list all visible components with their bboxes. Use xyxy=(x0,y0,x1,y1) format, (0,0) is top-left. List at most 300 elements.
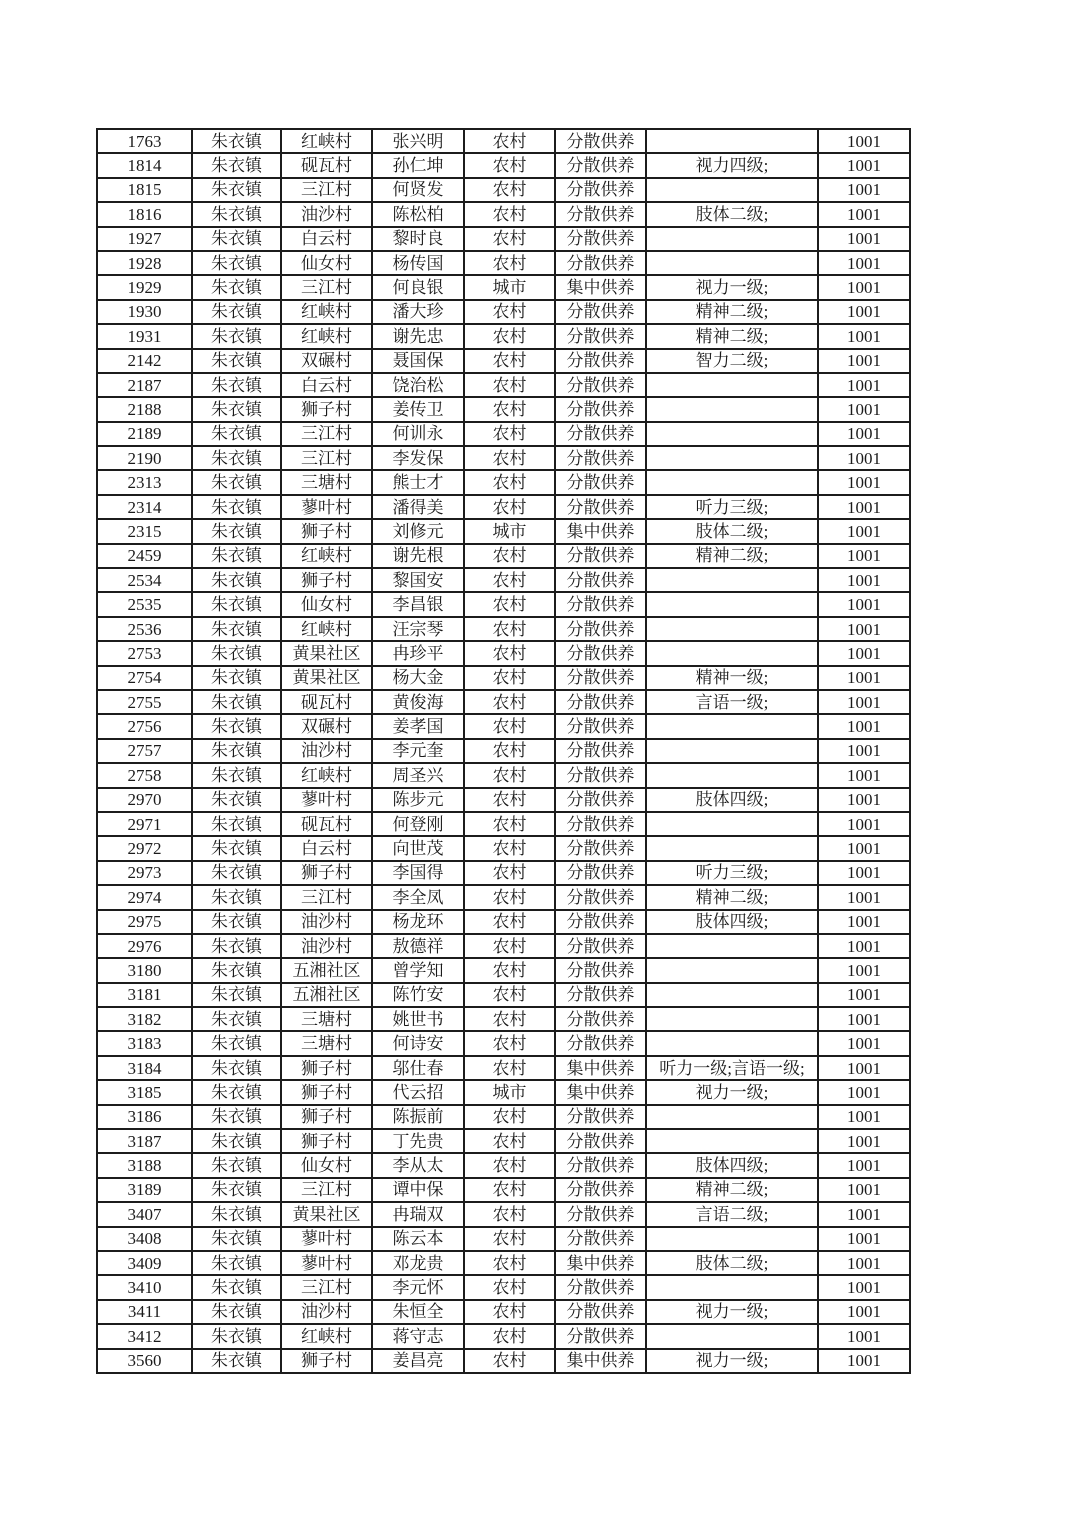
cell-serial-number: 2188 xyxy=(97,397,192,421)
cell-code: 1001 xyxy=(818,934,910,958)
cell-support-type: 分散供养 xyxy=(555,958,646,982)
table-row xyxy=(97,227,910,251)
cell-support-type: 分散供养 xyxy=(555,373,646,397)
cell-town: 朱衣镇 xyxy=(192,1251,281,1275)
cell-residence-type: 农村 xyxy=(464,666,555,690)
cell-town: 朱衣镇 xyxy=(192,1300,281,1324)
cell-support-type: 分散供养 xyxy=(555,861,646,885)
cell-town: 朱衣镇 xyxy=(192,1007,281,1031)
cell-support-type: 分散供养 xyxy=(555,934,646,958)
cell-code: 1001 xyxy=(818,1080,910,1104)
cell-disability-level: 精神二级; xyxy=(646,544,818,568)
cell-code: 1001 xyxy=(818,1324,910,1348)
table-row xyxy=(97,763,910,787)
cell-person-name: 谢先根 xyxy=(372,544,464,568)
cell-village: 油沙村 xyxy=(281,910,372,934)
welfare-roster-table xyxy=(96,128,911,1374)
cell-town: 朱衣镇 xyxy=(192,178,281,202)
cell-person-name: 李元奎 xyxy=(372,739,464,763)
cell-serial-number: 3184 xyxy=(97,1056,192,1080)
cell-village: 三塘村 xyxy=(281,1007,372,1031)
cell-code: 1001 xyxy=(818,422,910,446)
cell-code: 1001 xyxy=(818,1007,910,1031)
cell-village: 白云村 xyxy=(281,227,372,251)
cell-serial-number: 3180 xyxy=(97,958,192,982)
cell-disability-level xyxy=(646,617,818,641)
cell-code: 1001 xyxy=(818,397,910,421)
table-row xyxy=(97,617,910,641)
cell-village: 三江村 xyxy=(281,446,372,470)
cell-village: 三江村 xyxy=(281,178,372,202)
cell-serial-number: 1927 xyxy=(97,227,192,251)
cell-code: 1001 xyxy=(818,885,910,909)
cell-person-name: 向世茂 xyxy=(372,836,464,860)
cell-town: 朱衣镇 xyxy=(192,617,281,641)
cell-residence-type: 农村 xyxy=(464,153,555,177)
cell-serial-number: 2190 xyxy=(97,446,192,470)
cell-residence-type: 农村 xyxy=(464,227,555,251)
cell-village: 五湘社区 xyxy=(281,958,372,982)
cell-person-name: 潘大珍 xyxy=(372,300,464,324)
cell-disability-level xyxy=(646,592,818,616)
cell-disability-level xyxy=(646,983,818,1007)
cell-support-type: 集中供养 xyxy=(555,1080,646,1104)
cell-support-type: 分散供养 xyxy=(555,690,646,714)
table-row xyxy=(97,788,910,812)
table-row xyxy=(97,666,910,690)
cell-person-name: 陈振前 xyxy=(372,1105,464,1129)
cell-serial-number: 2971 xyxy=(97,812,192,836)
cell-village: 油沙村 xyxy=(281,934,372,958)
cell-residence-type: 农村 xyxy=(464,1275,555,1299)
cell-code: 1001 xyxy=(818,1202,910,1226)
cell-person-name: 孙仁坤 xyxy=(372,153,464,177)
cell-person-name: 李全凤 xyxy=(372,885,464,909)
cell-serial-number: 2313 xyxy=(97,470,192,494)
cell-residence-type: 农村 xyxy=(464,788,555,812)
cell-village: 三江村 xyxy=(281,1178,372,1202)
cell-support-type: 分散供养 xyxy=(555,739,646,763)
cell-support-type: 分散供养 xyxy=(555,666,646,690)
cell-town: 朱衣镇 xyxy=(192,714,281,738)
cell-code: 1001 xyxy=(818,300,910,324)
cell-code: 1001 xyxy=(818,812,910,836)
cell-person-name: 何登刚 xyxy=(372,812,464,836)
cell-residence-type: 农村 xyxy=(464,300,555,324)
cell-disability-level xyxy=(646,1105,818,1129)
cell-town: 朱衣镇 xyxy=(192,1080,281,1104)
cell-town: 朱衣镇 xyxy=(192,739,281,763)
cell-disability-level: 精神二级; xyxy=(646,885,818,909)
cell-code: 1001 xyxy=(818,202,910,226)
table-row xyxy=(97,251,910,275)
cell-village: 白云村 xyxy=(281,836,372,860)
cell-person-name: 刘修元 xyxy=(372,519,464,543)
cell-village: 砚瓦村 xyxy=(281,690,372,714)
cell-residence-type: 农村 xyxy=(464,861,555,885)
table-row xyxy=(97,446,910,470)
cell-serial-number: 1931 xyxy=(97,324,192,348)
cell-disability-level xyxy=(646,641,818,665)
table-row xyxy=(97,836,910,860)
cell-serial-number: 2976 xyxy=(97,934,192,958)
cell-disability-level: 肢体二级; xyxy=(646,519,818,543)
cell-disability-level xyxy=(646,1275,818,1299)
table-row xyxy=(97,1031,910,1055)
cell-town: 朱衣镇 xyxy=(192,1129,281,1153)
cell-serial-number: 3560 xyxy=(97,1349,192,1373)
cell-support-type: 集中供养 xyxy=(555,519,646,543)
cell-serial-number: 1763 xyxy=(97,129,192,153)
cell-code: 1001 xyxy=(818,910,910,934)
cell-support-type: 分散供养 xyxy=(555,1153,646,1177)
cell-village: 红峡村 xyxy=(281,763,372,787)
cell-village: 仙女村 xyxy=(281,1153,372,1177)
cell-town: 朱衣镇 xyxy=(192,592,281,616)
cell-residence-type: 农村 xyxy=(464,885,555,909)
cell-support-type: 分散供养 xyxy=(555,1324,646,1348)
cell-residence-type: 农村 xyxy=(464,617,555,641)
cell-residence-type: 农村 xyxy=(464,544,555,568)
cell-code: 1001 xyxy=(818,1129,910,1153)
cell-serial-number: 2973 xyxy=(97,861,192,885)
cell-town: 朱衣镇 xyxy=(192,470,281,494)
cell-person-name: 聂国保 xyxy=(372,349,464,373)
cell-village: 红峡村 xyxy=(281,544,372,568)
cell-town: 朱衣镇 xyxy=(192,1153,281,1177)
cell-serial-number: 3183 xyxy=(97,1031,192,1055)
cell-code: 1001 xyxy=(818,788,910,812)
cell-serial-number: 2459 xyxy=(97,544,192,568)
cell-residence-type: 农村 xyxy=(464,202,555,226)
cell-serial-number: 3187 xyxy=(97,1129,192,1153)
cell-support-type: 分散供养 xyxy=(555,202,646,226)
cell-person-name: 姜传卫 xyxy=(372,397,464,421)
cell-support-type: 分散供养 xyxy=(555,544,646,568)
cell-residence-type: 农村 xyxy=(464,373,555,397)
cell-code: 1001 xyxy=(818,324,910,348)
cell-person-name: 潘得美 xyxy=(372,495,464,519)
cell-serial-number: 1814 xyxy=(97,153,192,177)
cell-village: 狮子村 xyxy=(281,1105,372,1129)
table-row xyxy=(97,1275,910,1299)
cell-code: 1001 xyxy=(818,690,910,714)
cell-serial-number: 3410 xyxy=(97,1275,192,1299)
table-row xyxy=(97,983,910,1007)
cell-town: 朱衣镇 xyxy=(192,422,281,446)
cell-village: 砚瓦村 xyxy=(281,153,372,177)
cell-serial-number: 2535 xyxy=(97,592,192,616)
cell-town: 朱衣镇 xyxy=(192,495,281,519)
cell-town: 朱衣镇 xyxy=(192,300,281,324)
cell-code: 1001 xyxy=(818,983,910,1007)
cell-town: 朱衣镇 xyxy=(192,275,281,299)
cell-residence-type: 农村 xyxy=(464,1202,555,1226)
cell-town: 朱衣镇 xyxy=(192,812,281,836)
cell-person-name: 代云招 xyxy=(372,1080,464,1104)
cell-disability-level xyxy=(646,129,818,153)
cell-residence-type: 农村 xyxy=(464,690,555,714)
cell-disability-level: 听力三级; xyxy=(646,495,818,519)
cell-code: 1001 xyxy=(818,568,910,592)
cell-person-name: 朱恒全 xyxy=(372,1300,464,1324)
cell-code: 1001 xyxy=(818,714,910,738)
cell-residence-type: 农村 xyxy=(464,763,555,787)
cell-residence-type: 农村 xyxy=(464,1153,555,1177)
cell-disability-level xyxy=(646,397,818,421)
cell-code: 1001 xyxy=(818,861,910,885)
cell-person-name: 陈竹安 xyxy=(372,983,464,1007)
cell-support-type: 分散供养 xyxy=(555,1178,646,1202)
table-row xyxy=(97,861,910,885)
cell-residence-type: 农村 xyxy=(464,641,555,665)
cell-village: 蓼叶村 xyxy=(281,1251,372,1275)
cell-serial-number: 3412 xyxy=(97,1324,192,1348)
cell-support-type: 分散供养 xyxy=(555,592,646,616)
cell-disability-level: 听力一级;言语一级; xyxy=(646,1056,818,1080)
table-row xyxy=(97,958,910,982)
cell-town: 朱衣镇 xyxy=(192,910,281,934)
cell-serial-number: 2758 xyxy=(97,763,192,787)
cell-support-type: 分散供养 xyxy=(555,1105,646,1129)
cell-code: 1001 xyxy=(818,1300,910,1324)
cell-support-type: 分散供养 xyxy=(555,129,646,153)
table-row xyxy=(97,544,910,568)
cell-code: 1001 xyxy=(818,666,910,690)
cell-person-name: 饶治松 xyxy=(372,373,464,397)
cell-support-type: 分散供养 xyxy=(555,1129,646,1153)
cell-serial-number: 2315 xyxy=(97,519,192,543)
cell-serial-number: 1929 xyxy=(97,275,192,299)
cell-person-name: 李国得 xyxy=(372,861,464,885)
cell-person-name: 李从太 xyxy=(372,1153,464,1177)
cell-code: 1001 xyxy=(818,251,910,275)
cell-residence-type: 农村 xyxy=(464,397,555,421)
table-row xyxy=(97,934,910,958)
cell-residence-type: 农村 xyxy=(464,1324,555,1348)
cell-disability-level: 肢体二级; xyxy=(646,202,818,226)
cell-code: 1001 xyxy=(818,641,910,665)
cell-code: 1001 xyxy=(818,275,910,299)
cell-support-type: 分散供养 xyxy=(555,1300,646,1324)
cell-person-name: 黄俊海 xyxy=(372,690,464,714)
cell-serial-number: 3189 xyxy=(97,1178,192,1202)
cell-support-type: 分散供养 xyxy=(555,495,646,519)
cell-village: 红峡村 xyxy=(281,129,372,153)
cell-village: 三塘村 xyxy=(281,1031,372,1055)
cell-residence-type: 农村 xyxy=(464,349,555,373)
cell-support-type: 分散供养 xyxy=(555,178,646,202)
cell-support-type: 分散供养 xyxy=(555,910,646,934)
cell-disability-level xyxy=(646,1324,818,1348)
cell-town: 朱衣镇 xyxy=(192,788,281,812)
cell-code: 1001 xyxy=(818,958,910,982)
cell-village: 油沙村 xyxy=(281,739,372,763)
cell-person-name: 杨大金 xyxy=(372,666,464,690)
table-row xyxy=(97,397,910,421)
cell-town: 朱衣镇 xyxy=(192,666,281,690)
cell-village: 红峡村 xyxy=(281,1324,372,1348)
table-row xyxy=(97,422,910,446)
cell-disability-level xyxy=(646,1227,818,1251)
cell-serial-number: 2756 xyxy=(97,714,192,738)
cell-town: 朱衣镇 xyxy=(192,1178,281,1202)
cell-town: 朱衣镇 xyxy=(192,934,281,958)
table-row xyxy=(97,1153,910,1177)
cell-disability-level: 智力二级; xyxy=(646,349,818,373)
cell-disability-level: 肢体四级; xyxy=(646,788,818,812)
cell-code: 1001 xyxy=(818,763,910,787)
table-row xyxy=(97,129,910,153)
cell-support-type: 分散供养 xyxy=(555,1007,646,1031)
cell-village: 三江村 xyxy=(281,422,372,446)
cell-village: 三塘村 xyxy=(281,470,372,494)
cell-disability-level: 视力四级; xyxy=(646,153,818,177)
cell-residence-type: 农村 xyxy=(464,1178,555,1202)
cell-code: 1001 xyxy=(818,519,910,543)
table-row xyxy=(97,1178,910,1202)
cell-support-type: 分散供养 xyxy=(555,227,646,251)
cell-disability-level: 视力一级; xyxy=(646,1300,818,1324)
cell-residence-type: 城市 xyxy=(464,1080,555,1104)
cell-disability-level xyxy=(646,934,818,958)
cell-disability-level xyxy=(646,1031,818,1055)
cell-town: 朱衣镇 xyxy=(192,1227,281,1251)
cell-town: 朱衣镇 xyxy=(192,1275,281,1299)
cell-town: 朱衣镇 xyxy=(192,251,281,275)
cell-disability-level xyxy=(646,470,818,494)
cell-residence-type: 城市 xyxy=(464,519,555,543)
cell-serial-number: 3181 xyxy=(97,983,192,1007)
table-row xyxy=(97,641,910,665)
cell-residence-type: 农村 xyxy=(464,958,555,982)
cell-support-type: 分散供养 xyxy=(555,641,646,665)
cell-serial-number: 3407 xyxy=(97,1202,192,1226)
cell-town: 朱衣镇 xyxy=(192,1056,281,1080)
cell-residence-type: 农村 xyxy=(464,910,555,934)
cell-town: 朱衣镇 xyxy=(192,885,281,909)
cell-residence-type: 农村 xyxy=(464,1300,555,1324)
cell-support-type: 分散供养 xyxy=(555,324,646,348)
cell-serial-number: 2754 xyxy=(97,666,192,690)
cell-village: 狮子村 xyxy=(281,1129,372,1153)
cell-disability-level: 精神二级; xyxy=(646,324,818,348)
table-row xyxy=(97,1007,910,1031)
cell-disability-level: 肢体四级; xyxy=(646,910,818,934)
table-row xyxy=(97,470,910,494)
table-row xyxy=(97,153,910,177)
cell-village: 狮子村 xyxy=(281,519,372,543)
cell-disability-level: 视力一级; xyxy=(646,1080,818,1104)
cell-village: 黄果社区 xyxy=(281,641,372,665)
cell-person-name: 邬仕春 xyxy=(372,1056,464,1080)
cell-disability-level xyxy=(646,446,818,470)
cell-code: 1001 xyxy=(818,373,910,397)
cell-support-type: 分散供养 xyxy=(555,422,646,446)
cell-residence-type: 农村 xyxy=(464,1031,555,1055)
cell-town: 朱衣镇 xyxy=(192,568,281,592)
cell-code: 1001 xyxy=(818,1031,910,1055)
cell-town: 朱衣镇 xyxy=(192,1031,281,1055)
cell-village: 蓼叶村 xyxy=(281,1227,372,1251)
cell-disability-level xyxy=(646,836,818,860)
table-row xyxy=(97,178,910,202)
cell-disability-level xyxy=(646,763,818,787)
cell-residence-type: 农村 xyxy=(464,446,555,470)
cell-serial-number: 2142 xyxy=(97,349,192,373)
cell-person-name: 何训永 xyxy=(372,422,464,446)
cell-person-name: 李发保 xyxy=(372,446,464,470)
cell-serial-number: 2189 xyxy=(97,422,192,446)
cell-town: 朱衣镇 xyxy=(192,324,281,348)
cell-village: 黄果社区 xyxy=(281,666,372,690)
cell-code: 1001 xyxy=(818,227,910,251)
cell-code: 1001 xyxy=(818,1105,910,1129)
table-row xyxy=(97,714,910,738)
cell-disability-level xyxy=(646,251,818,275)
cell-village: 蓼叶村 xyxy=(281,495,372,519)
cell-residence-type: 农村 xyxy=(464,568,555,592)
cell-residence-type: 农村 xyxy=(464,178,555,202)
cell-code: 1001 xyxy=(818,349,910,373)
cell-town: 朱衣镇 xyxy=(192,861,281,885)
cell-village: 五湘社区 xyxy=(281,983,372,1007)
cell-code: 1001 xyxy=(818,592,910,616)
cell-town: 朱衣镇 xyxy=(192,397,281,421)
cell-village: 蓼叶村 xyxy=(281,788,372,812)
cell-support-type: 分散供养 xyxy=(555,470,646,494)
cell-support-type: 分散供养 xyxy=(555,153,646,177)
cell-residence-type: 城市 xyxy=(464,275,555,299)
cell-village: 油沙村 xyxy=(281,202,372,226)
table-row xyxy=(97,519,910,543)
cell-code: 1001 xyxy=(818,1227,910,1251)
cell-town: 朱衣镇 xyxy=(192,641,281,665)
cell-residence-type: 农村 xyxy=(464,1349,555,1373)
cell-serial-number: 2975 xyxy=(97,910,192,934)
cell-support-type: 集中供养 xyxy=(555,1056,646,1080)
cell-serial-number: 1816 xyxy=(97,202,192,226)
cell-person-name: 黎时良 xyxy=(372,227,464,251)
cell-serial-number: 3411 xyxy=(97,1300,192,1324)
cell-serial-number: 2187 xyxy=(97,373,192,397)
cell-person-name: 邓龙贵 xyxy=(372,1251,464,1275)
cell-person-name: 李昌银 xyxy=(372,592,464,616)
cell-town: 朱衣镇 xyxy=(192,763,281,787)
cell-disability-level: 言语二级; xyxy=(646,1202,818,1226)
cell-village: 白云村 xyxy=(281,373,372,397)
cell-serial-number: 3182 xyxy=(97,1007,192,1031)
table-row xyxy=(97,1251,910,1275)
cell-village: 红峡村 xyxy=(281,617,372,641)
cell-support-type: 集中供养 xyxy=(555,275,646,299)
cell-town: 朱衣镇 xyxy=(192,1202,281,1226)
cell-disability-level xyxy=(646,958,818,982)
cell-person-name: 杨龙环 xyxy=(372,910,464,934)
cell-person-name: 冉瑞双 xyxy=(372,1202,464,1226)
cell-person-name: 陈云本 xyxy=(372,1227,464,1251)
cell-support-type: 分散供养 xyxy=(555,1031,646,1055)
cell-residence-type: 农村 xyxy=(464,251,555,275)
cell-village: 狮子村 xyxy=(281,397,372,421)
cell-serial-number: 3188 xyxy=(97,1153,192,1177)
cell-disability-level xyxy=(646,568,818,592)
cell-village: 三江村 xyxy=(281,275,372,299)
cell-residence-type: 农村 xyxy=(464,324,555,348)
table-row xyxy=(97,324,910,348)
cell-residence-type: 农村 xyxy=(464,1227,555,1251)
table-row xyxy=(97,568,910,592)
